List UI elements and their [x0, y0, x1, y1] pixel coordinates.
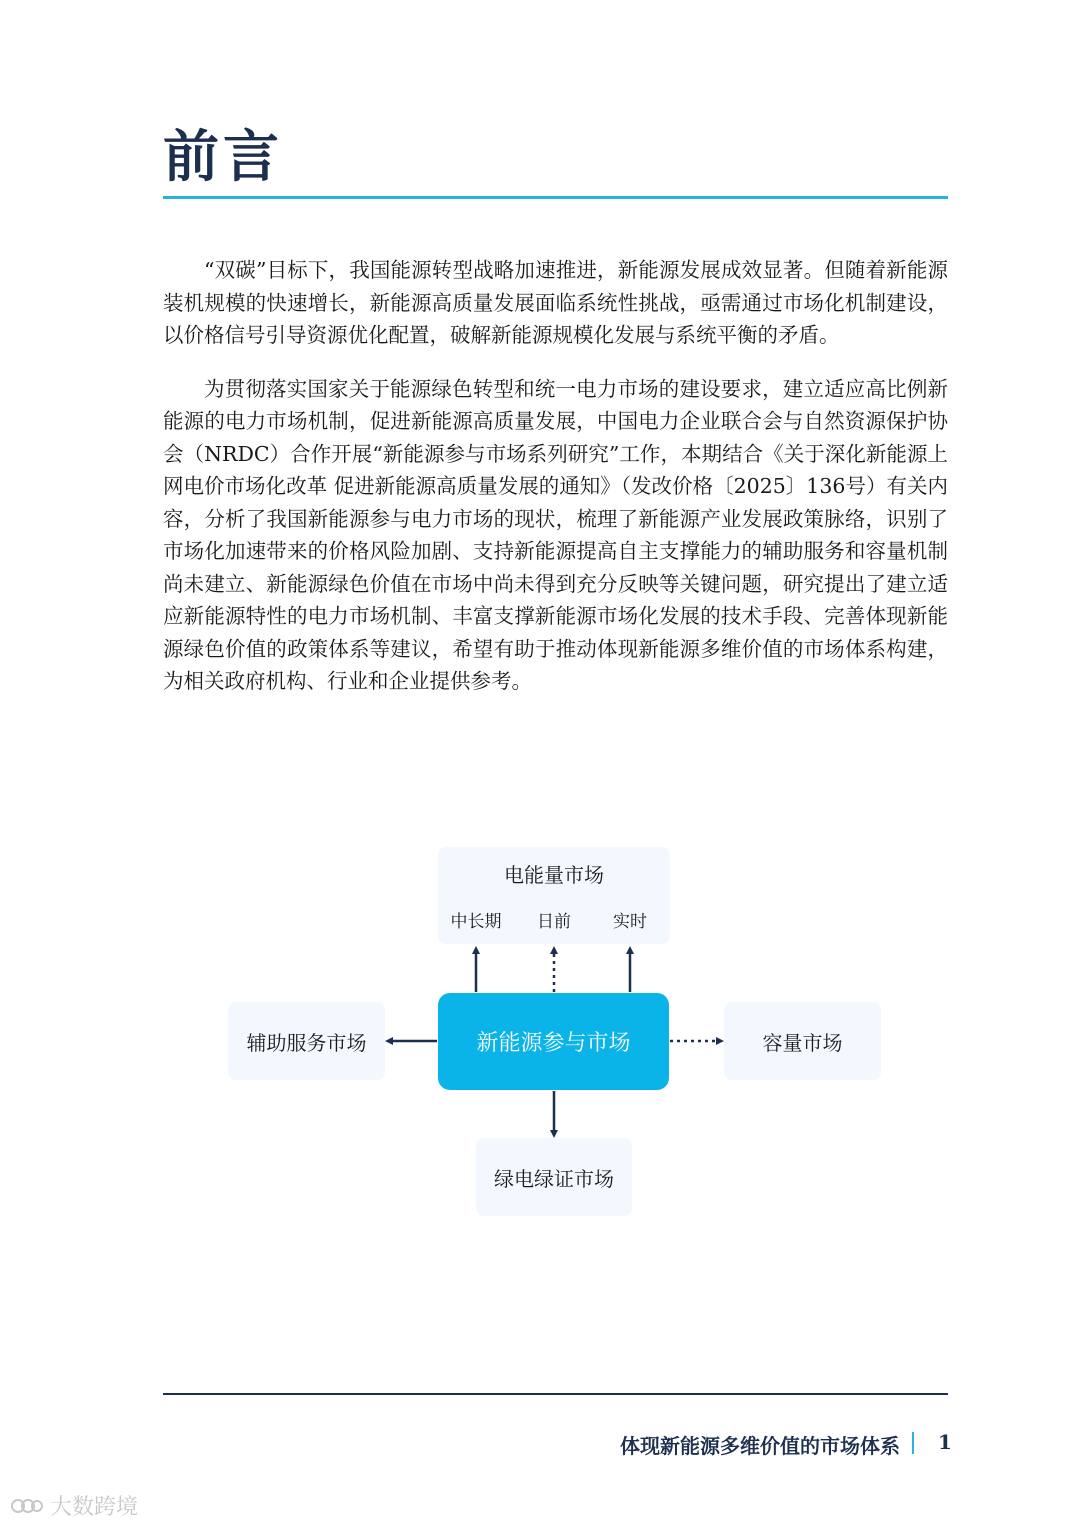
capacity-market-box: 容量市场	[724, 1002, 881, 1080]
footer-title: 体现新能源多维价值的市场体系	[620, 1434, 900, 1458]
page-title: 前言	[163, 125, 283, 190]
watermark-logo-icon	[10, 1495, 44, 1517]
energy-sub-real-time: 实时	[613, 912, 647, 932]
footer-divider	[163, 1393, 948, 1395]
watermark-text: 大数跨境	[50, 1495, 139, 1520]
paragraph-1: “双碳”目标下，我国能源转型战略加速推进，新能源发展成效显著。但随着新能源装机规模的快速增长，新能源高质量发展面临系统性挑战，亟需通过市场化机制建设，以价格信号引导资源优化配置，破解新能源规模化发展与系统平衡的矛盾。	[163, 258, 948, 347]
center-box: 新能源参与市场	[438, 993, 669, 1090]
page-number: 1	[938, 1430, 952, 1454]
energy-sub-long-term: 中长期	[450, 912, 502, 932]
green-market-box: 绿电绿证市场	[476, 1138, 632, 1216]
watermark	[10, 1490, 138, 1521]
paragraph-2: 为贯彻落实国家关于能源绿色转型和统一电力市场的建设要求，建立适应高比例新能源的电力市场机制，促进新能源高质量发展，中国电力企业联合会与自然资源保护协会（NRDC）合作开展“新能源参与市场系列研究”工作，本期结合《关于深化新能源上网电价市场化改革 促进新能源高质量发展的通知》（发改价格〔2025〕136号）有关内容，分析了我国新能源参与电力市场的现状，梳理了新能源产业发展政策脉络，识别了市场化加速带来的价格风险加剧、支持新能源提高自主支撑能力的辅助服务和容量机制尚未建立、新能源绿色价值在市场中尚未得到充分反映等关键问题，研究提出了建立适应新能源特性的电力市场机制、丰富支撑新能源市场化发展的技术手段、完善体现新能源绿色价值的政策体系等建议，希望有助于推动体现新能源多维价值的市场体系构建，为相关政府机构、行业和企业提供参考。	[163, 376, 948, 693]
aux-market-box: 辅助服务市场	[228, 1002, 385, 1080]
energy-sub-day-ahead: 日前	[537, 912, 571, 932]
energy-market-title: 电能量市场	[504, 863, 604, 887]
footer-separator	[912, 1432, 914, 1454]
